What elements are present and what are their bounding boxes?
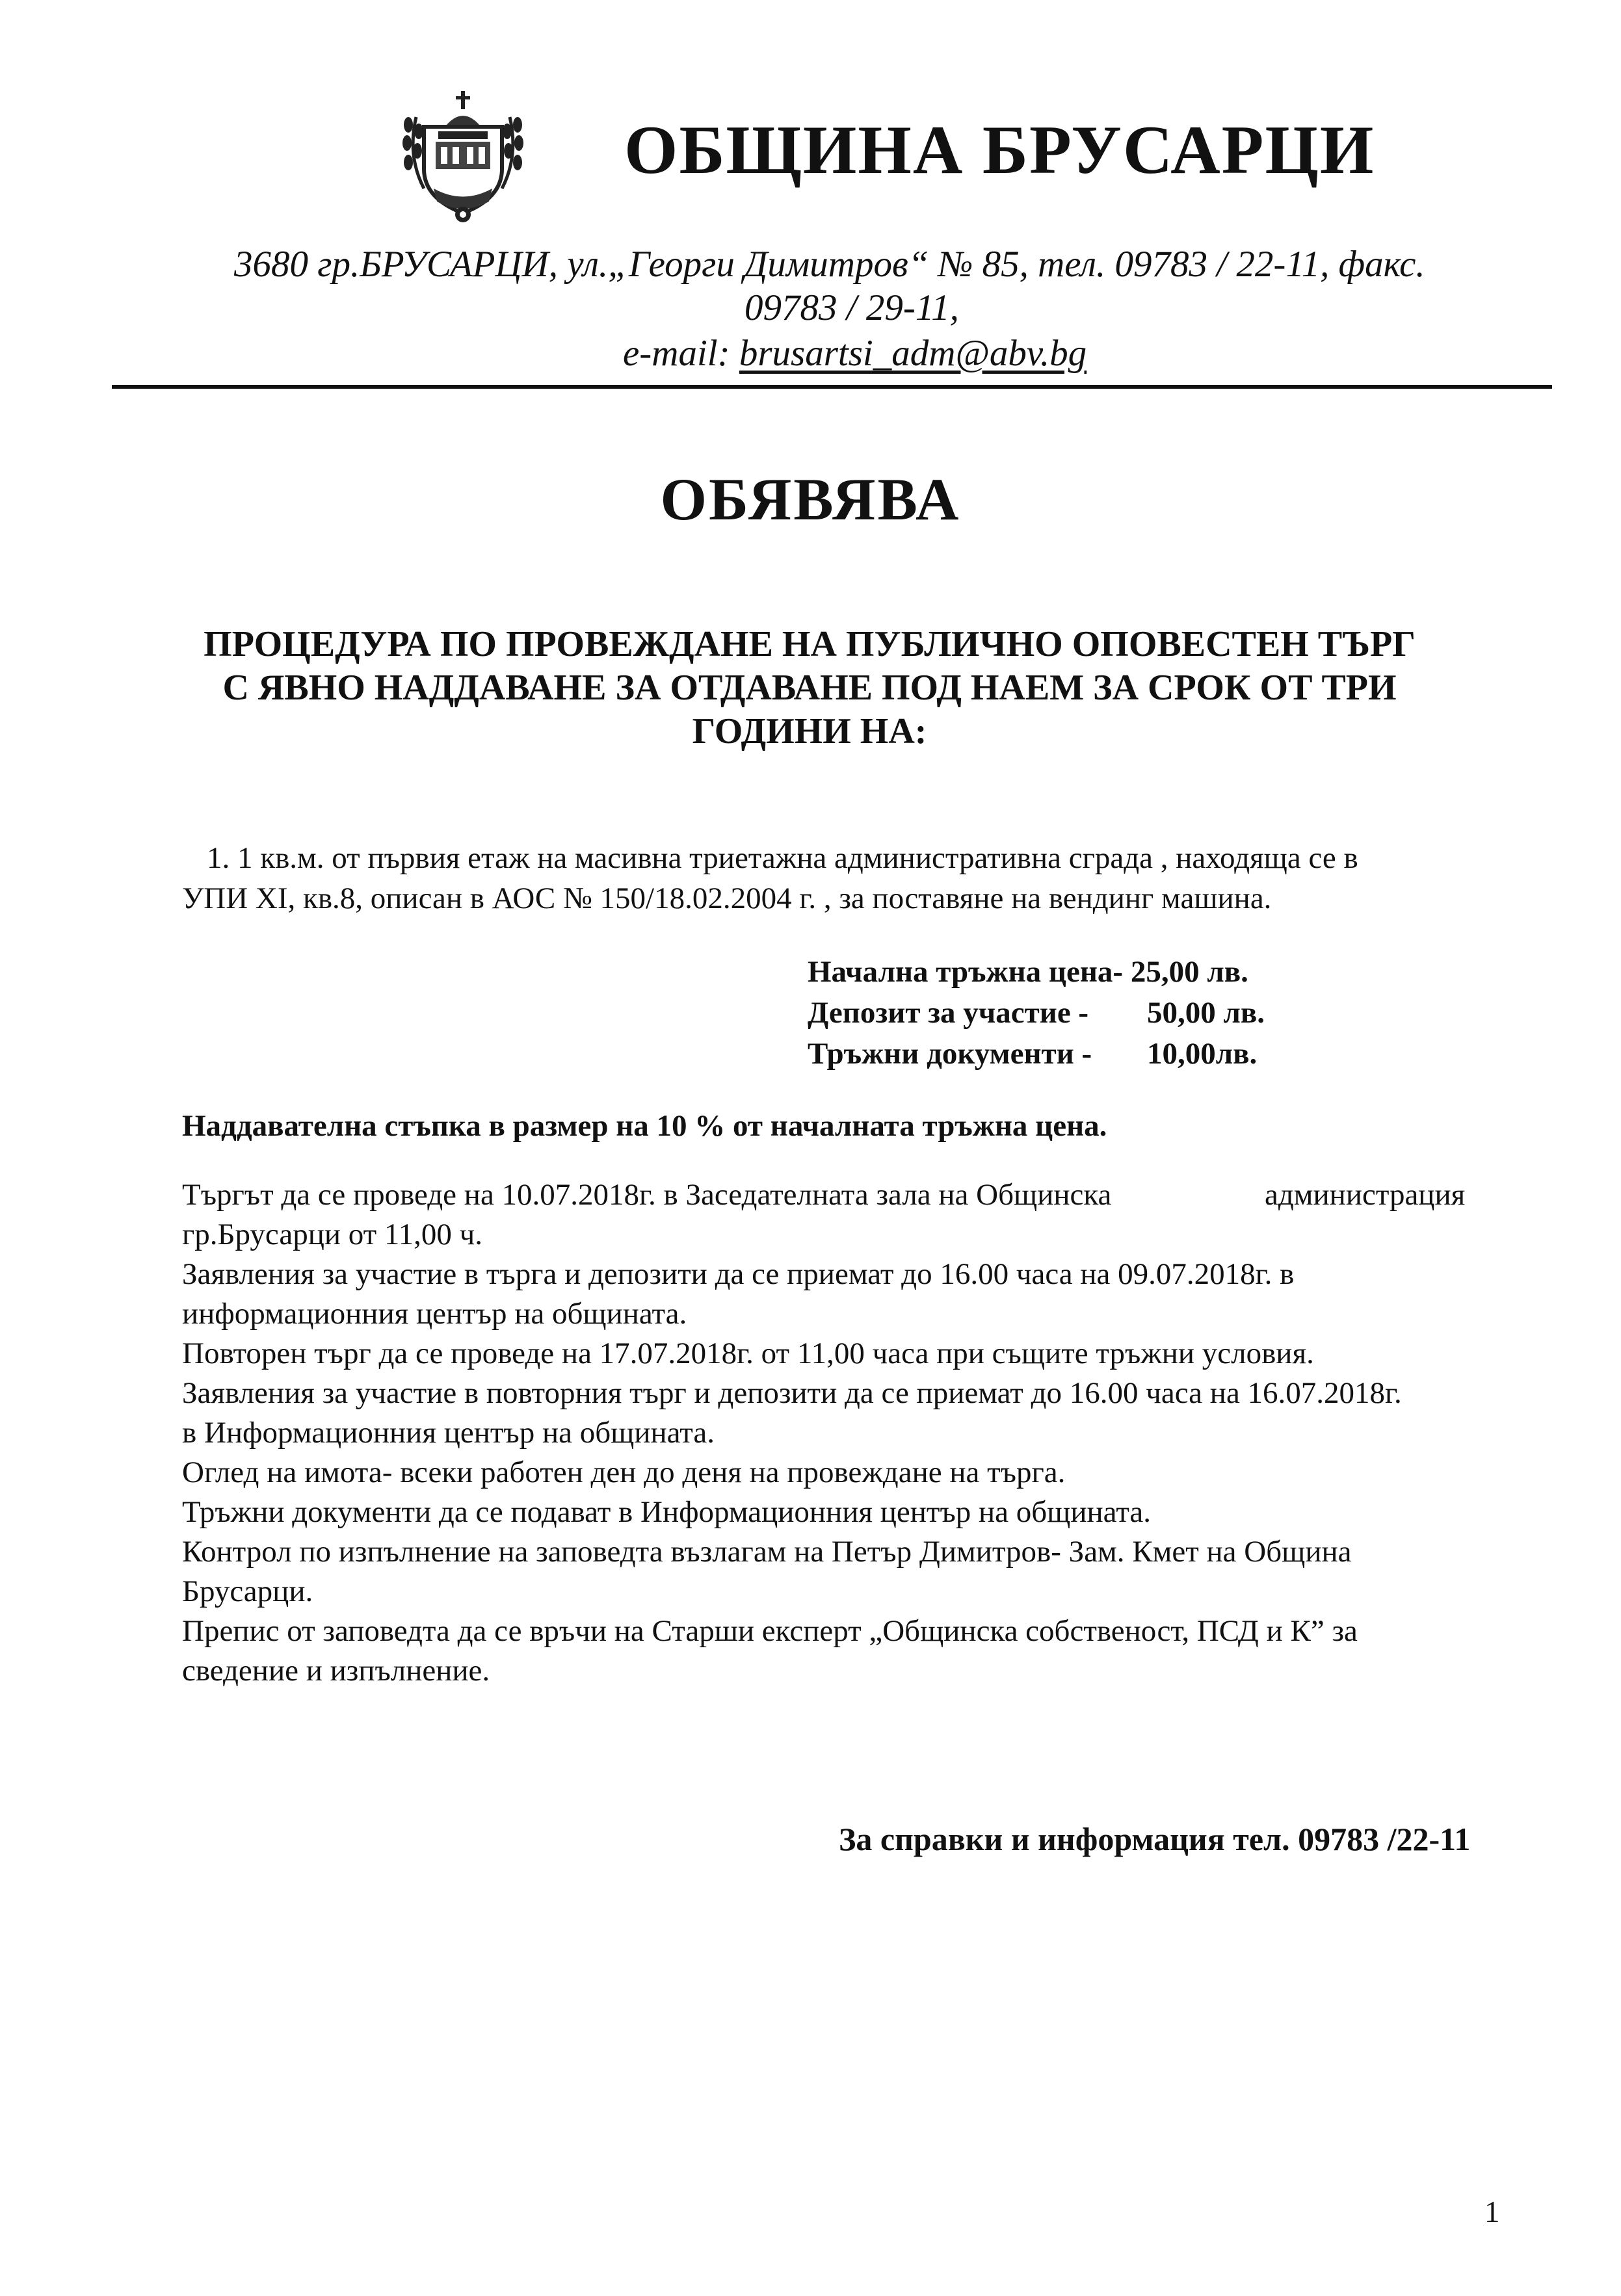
bid-step: Наддавателна стъпка в размер на 10 % от началната тръжна цена. bbox=[182, 1109, 1107, 1143]
procedure-details bbox=[182, 1175, 1489, 1691]
email-label: e-mail: bbox=[623, 333, 739, 374]
deposit-value: 50,00 лв. bbox=[1147, 996, 1265, 1030]
detail-line: гр.Брусарци от 11,00 ч. bbox=[182, 1218, 483, 1251]
start-price: Начална тръжна цена- 25,00 лв. bbox=[808, 955, 1248, 989]
organization-name: ОБЩИНА БРУСАРЦИ bbox=[624, 112, 1375, 188]
address-line-2: 09783 / 29-11, bbox=[745, 287, 959, 328]
deposit-price-row bbox=[808, 996, 1265, 1030]
detail-line-right-text: администрация bbox=[1265, 1178, 1466, 1212]
address-line-1: 3680 гр.БРУСАРЦИ, ул.„Георги Димитров“ № 85, тел. 09783 / 22-11, факс. bbox=[234, 244, 1425, 285]
item-1-description-line-2: УПИ XI, кв.8, описан в АОС № 150/18.02.2004 г. , за поставяне на вендинг машина. bbox=[182, 881, 1272, 915]
detail-line: Заявления за участие в повторния търг и депозити да се приемат до 16.00 часа на 16.07.2018г. bbox=[182, 1376, 1402, 1410]
item-1-description-line-1: 1. 1 кв.м. от първия етаж на масивна триетажна административна сграда , находяща се в bbox=[207, 841, 1358, 875]
deposit-label: Депозит за участие - bbox=[808, 996, 1089, 1030]
docs-value: 10,00лв. bbox=[1147, 1037, 1258, 1071]
detail-line: Тръжни документи да се подават в Информационния център на общината. bbox=[182, 1495, 1152, 1529]
procedure-heading: ПРОЦЕДУРА ПО ПРОВЕЖДАНЕ НА ПУБЛИЧНО ОПОВЕСТЕН ТЪРГ С ЯВНО НАДДАВАНЕ ЗА ОТДАВАНЕ ПОД НАЕМ ЗА СРОК ОТ ТРИ ГОДИНИ НА: bbox=[204, 624, 1416, 752]
announcement-title: ОБЯВЯВА bbox=[660, 466, 961, 532]
detail-line: Контрол по изпълнение на заповедта възлагам на Петър Димитров- Зам. Кмет на Община bbox=[182, 1535, 1352, 1569]
detail-line: Препис от заповедта да се връчи на Старши експерт „Общинска собственост, ПСД и К” за bbox=[182, 1614, 1358, 1648]
detail-line: в Информационния център на общината. bbox=[182, 1416, 715, 1450]
municipality-logo bbox=[398, 91, 528, 224]
detail-line-text: Търгът да се проведе на 10.07.2018г. в Заседателната зала на Общинска bbox=[182, 1178, 1112, 1212]
docs-price-row bbox=[808, 1037, 1258, 1071]
detail-line: Брусарци. bbox=[182, 1574, 313, 1608]
email-link[interactable]: brusartsi_adm@abv.bg bbox=[739, 333, 1087, 374]
detail-line: информационния център на общината. bbox=[182, 1297, 687, 1331]
detail-line: Оглед на имота- всеки работен ден до деня на провеждане на търга. bbox=[182, 1455, 1066, 1489]
docs-label: Тръжни документи - bbox=[808, 1037, 1092, 1071]
detail-line: сведение и изпълнение. bbox=[182, 1654, 490, 1688]
detail-line: Повторен търг да се проведе на 17.07.2018г. от 11,00 часа при същите тръжни условия. bbox=[182, 1337, 1314, 1370]
detail-line bbox=[182, 1175, 1489, 1215]
page-number: 1 bbox=[1484, 2195, 1500, 2229]
detail-line: Заявления за участие в търга и депозити да се приемат до 16.00 часа на 09.07.2018г. в bbox=[182, 1257, 1295, 1291]
header-divider bbox=[112, 385, 1552, 389]
coat-of-arms-icon bbox=[398, 91, 528, 224]
address-email-line bbox=[623, 335, 1087, 372]
inquiry-contact: За справки и информация тел. 09783 /22-11 bbox=[839, 1821, 1471, 1857]
